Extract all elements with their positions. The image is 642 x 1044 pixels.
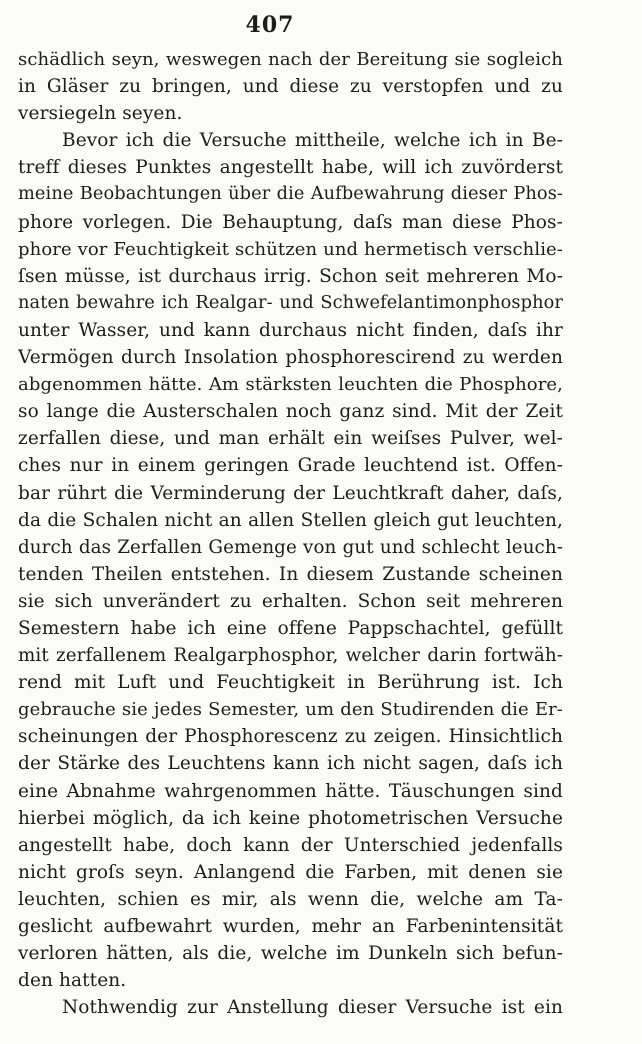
text-line: phore vor Feuchtigkeit schützen und hermetisch verschlie- — [18, 238, 563, 260]
body-text — [18, 46, 563, 1021]
text-line: da die Schalen nicht an allen Stellen gleich gut leuchten, — [18, 509, 563, 531]
text-line: leuchten, schien es mir, als wenn die, welche am Ta- — [18, 888, 563, 910]
text-line: phore vorlegen. Die Behauptung, daſs man diese Phos- — [18, 211, 563, 233]
text-line: in Gläser zu bringen, und diese zu verstopfen und zu — [18, 76, 563, 98]
page-number: 407 — [245, 12, 295, 38]
text-line: den hatten. — [18, 970, 127, 992]
text-line: naten bewahre ich Realgar- und Schwefelantimonphosphor — [18, 292, 563, 313]
text-line: Semestern habe ich eine offene Pappschachtel, gefüllt — [18, 617, 563, 639]
text-line: sie sich unverändert zu erhalten. Schon seit mehreren — [18, 590, 563, 612]
text-line: versiegeln seyen. — [18, 103, 183, 125]
text-line: mit zerfallenem Realgarphosphor, welcher darin fortwäh- — [18, 645, 563, 667]
text-line: angestellt habe, doch kann der Unterschied jedenfalls — [18, 834, 563, 856]
text-line: gebrauche sie jedes Semester, um den Studirenden die Er- — [18, 699, 563, 721]
text-line: ches nur in einem geringen Grade leuchtend ist. Offen- — [18, 455, 563, 477]
text-line: Bevor ich die Versuche mittheile, welche ich in Be- — [62, 130, 563, 152]
text-line: abgenommen hätte. Am stärksten leuchten die Phosphore, — [18, 374, 563, 396]
text-line: treff dieses Punktes angestellt habe, will ich zuvörderst — [18, 157, 563, 179]
text-line: rend mit Luft und Feuchtigkeit in Berührung ist. Ich — [18, 672, 563, 694]
text-line: bar rührt die Verminderung der Leuchtkraft daher, daſs, — [18, 482, 563, 504]
text-line: schädlich seyn, weswegen nach der Bereitung sie sogleich — [18, 49, 563, 70]
text-line: hierbei möglich, da ich keine photometrischen Versuche — [18, 807, 563, 829]
text-line: nicht groſs seyn. Anlangend die Farben, mit denen sie — [18, 861, 563, 883]
text-line: der Stärke des Leuchtens kann ich nicht sagen, daſs ich — [18, 753, 563, 775]
text-line: unter Wasser, und kann durchaus nicht finden, daſs ihr — [18, 319, 563, 341]
text-line: Vermögen durch Insolation phosphorescirend zu werden — [18, 347, 563, 369]
text-line: so lange die Austerschalen noch ganz sind. Mit der Zeit — [18, 401, 563, 423]
text-line: durch das Zerfallen Gemenge von gut und schlecht leuch- — [18, 536, 563, 558]
text-line: scheinungen der Phosphorescenz zu zeigen. Hinsichtlich — [18, 726, 563, 748]
text-line: tenden Theilen entstehen. In diesem Zustande scheinen — [18, 563, 563, 585]
text-line: ſsen müsse, ist durchaus irrig. Schon seit mehreren Mo- — [18, 265, 563, 287]
text-line: zerfallen diese, und man erhält ein weiſses Pulver, wel- — [18, 428, 563, 450]
text-line: eine Abnahme wahrgenommen hätte. Täuschungen sind — [18, 780, 563, 802]
text-line: geslicht aufbewahrt wurden, mehr an Farbenintensität — [18, 916, 563, 937]
text-line: meine Beobachtungen über die Aufbewahrung dieser Phos- — [18, 184, 563, 205]
text-line: Nothwendig zur Anstellung dieser Versuche ist ein — [62, 997, 563, 1019]
text-line: verloren hätten, als die, welche im Dunkeln sich befun- — [18, 943, 563, 965]
